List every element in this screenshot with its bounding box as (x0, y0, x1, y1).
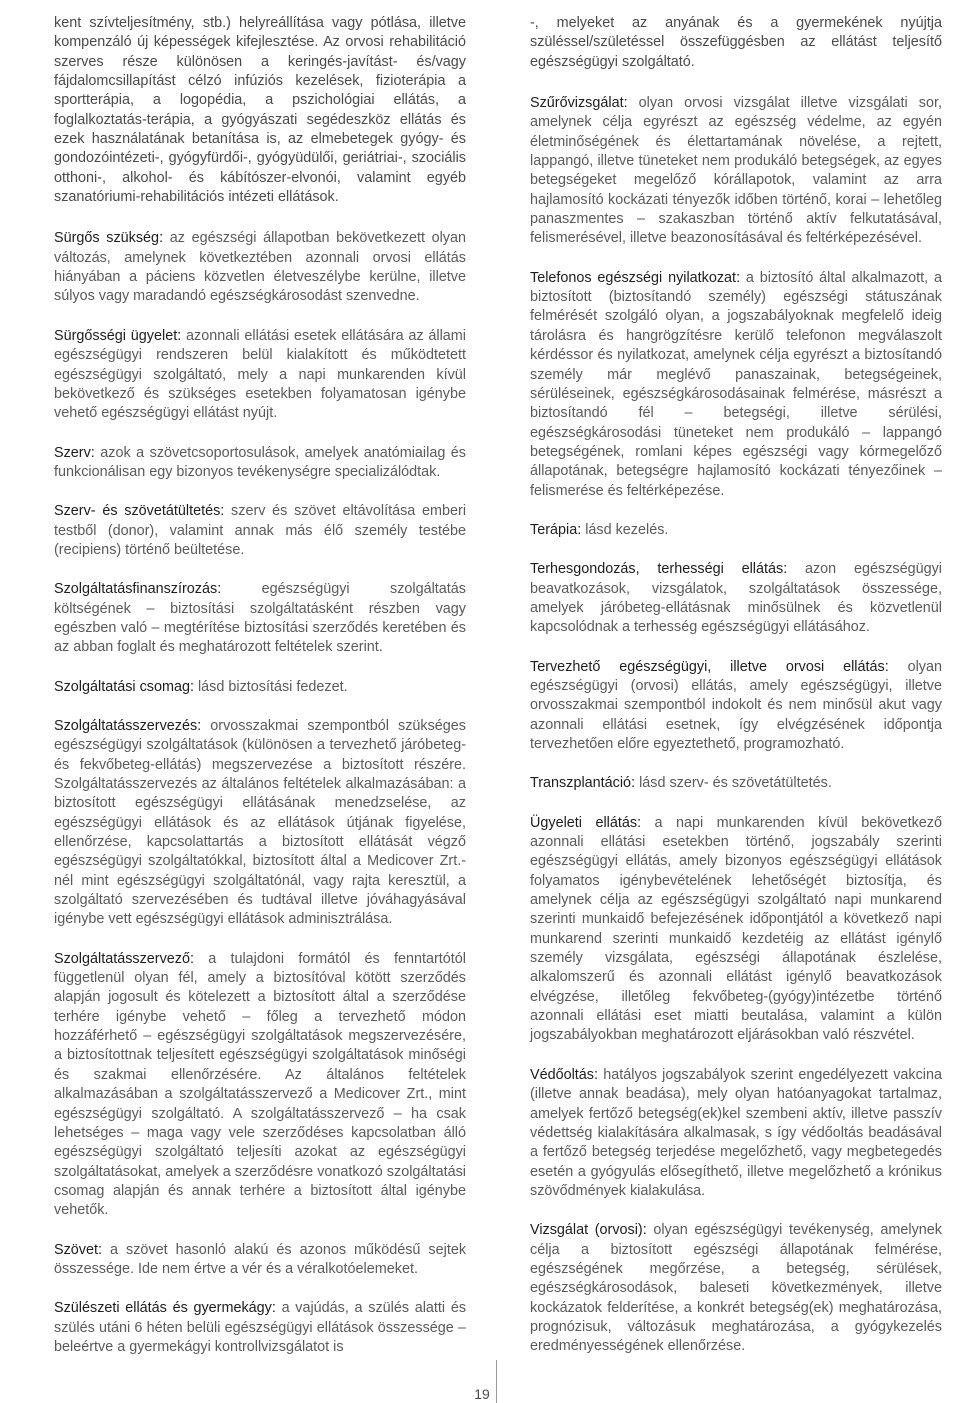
glossary-definition: azon egészségügyi beavatkozások, vizsgálatok, szolgáltatások összessége, amelyek járóbeteg-ellátásnak minősülnek és közvetlenül kapcsolódnak a terhesség egészségügyi ellátásához. (530, 561, 942, 636)
left-intro-paragraph: kent szívteljesítmény, stb.) helyreállítása vagy pótlása, illetve kompenzáló új képességek kifejlesztése. Az orvosi rehabilitáció szerves része különösen a keringés-javítást- és/vagy fájdalomcsillapítást célzó infúziós kezelések, fizioterápia a sportterápia, a logopédia, a pszichológiai ellátás, a foglalkoztatás-terápia, a gyógyászati segédeszköz ellátás és ezek használatának betanítása is, az elmebetegek gyógy- és gondozóintézeti-, gyógyfürdői-, gyógyüdülői, geriátriai-, szociális otthoni-, alkohol- és kábítószer-elvonói, valamint egyéb szanatóriumi-rehabilitációs intézeti ellátások. (54, 15, 466, 206)
glossary-definition: olyan orvosi vizsgálat illetve vizsgálati sor, amelynek célja egyrészt az egészség védelme, az egyén életminőségének és élettartamának növelése, a rejtett, lappangó, illetve tüneteket nem produkáló betegségek, az egyes betegségeket megelőző kórállapotok, valamint az arra hajlamosító kockázati tényezők időben történő, korai – lehetőleg panaszmentes – szakaszban történő aktív felkutatásával, felismerésével, illetve beazonosításával és feltérképezésével. (530, 95, 942, 247)
glossary-definition: szerv és szövet eltávolítása emberi testből (donor), valamint annak más élő személy testébe (recipiens) történő beültetése. (54, 503, 467, 558)
glossary-term: Szerv- és szövetátültetés : (54, 503, 224, 519)
right-intro-paragraph: -, melyeket az anyának és a gyermekének nyújtja szüléssel/születéssel összefüggésben az ellátást teljesítő egészségügyi szolgáltató. (530, 15, 942, 70)
glossary-entry (54, 717, 466, 930)
glossary-term: Szolgáltatásszervező : (54, 951, 194, 967)
left-column (54, 14, 466, 1377)
glossary-entry (530, 1066, 942, 1201)
glossary-entry (530, 560, 942, 637)
glossary-definition: hatályos jogszabályok szerint engedélyezett vakcina (illetve annak beadása), mely olyan hatóanyagokat tartalmaz, amelyek fertőző betegség(ek)kel szembeni aktív, illetve passzív védettség kialakítására alkalmasak, s így védőoltás beadásával a fertőző betegség terjedése megelőzhető, vagy megbetegedés esetén a gyógyulás elősegíthető, illetve megelőzhető a krónikus szövődmények kialakulása. (530, 1066, 942, 1199)
page-divider (496, 1360, 497, 1403)
glossary-term: Szolgáltatásszervezés : (54, 718, 201, 734)
glossary-entry (530, 774, 942, 793)
glossary-entry (54, 950, 466, 1221)
glossary-term: Szűrővizsgálat : (530, 95, 628, 111)
glossary-entry (54, 502, 466, 560)
glossary-term: Ügyeleti ellátás : (530, 815, 641, 831)
glossary-term: Védőoltás : (530, 1067, 598, 1083)
glossary-entry (530, 814, 942, 1046)
right-column (530, 14, 942, 1377)
glossary-entry (54, 1241, 466, 1280)
glossary-definition: a biztosító által alkalmazott, a biztosított (biztosítandó személy) egészségi státuszának felmérését szolgáló olyan, a jogszabályoknak megfelelő ideig tárolásra és hangrögzítésre kerülő telefonon megválaszolt kérdéssor és nyilatkozat, amelynek célja egyrészt a biztosítandó személy már meglévő panaszainak, betegségeinek, sérüléseinek, egészségkárosodásainak felmérése, másrészt a biztosítandó fél – betegségi, illetve sérülési, egészségkárosodási tüneteket nem produkáló – lappangó betegségének, romlani képes egészségi vagy kórmegelőző állapotának, betegségre hajlamosító kockázati tényezőinek – felismerése és feltérképezése. (530, 269, 943, 499)
glossary-term: Szerv : (54, 445, 95, 461)
glossary-term: Szolgáltatási csomag : (54, 679, 194, 695)
glossary-entry (54, 1299, 466, 1357)
glossary-term: Szövet : (54, 1242, 102, 1258)
glossary-entry (54, 327, 466, 424)
glossary-definition: olyan egészségügyi (orvosi) ellátás, amely egészségügyi, illetve orvosszakmai szempontból indokolt és nem minősül akut vagy azonnali ellátási esetnek, így elvégzésének időpontja tervezhetően előre egyeztethető, programozható. (530, 658, 942, 752)
glossary-term: Sürgős szükség : (54, 230, 163, 246)
glossary-definition: a szövet hasonló alakú és azonos működésű sejtek összessége. Ide nem értve a vér és a véralkotóelemeket. (54, 1241, 467, 1277)
glossary-term: Terápia : (530, 522, 581, 538)
glossary-definition: az egészségi állapotban bekövetkezett olyan változás, amelynek következtében azonnali orvosi ellátás hiányában a páciens közvetlen életveszélybe kerülne, illetve súlyos vagy maradandó egészségkárosodást szenvedne. (54, 230, 467, 305)
glossary-definition: lásd biztosítási fedezet. (197, 678, 348, 695)
glossary-term: Sürgősségi ügyelet : (54, 328, 181, 344)
glossary-term: Terhesgondozás, terhességi ellátás : (530, 561, 787, 577)
glossary-definition: lásd kezelés. (585, 521, 669, 538)
glossary-definition: egészségügyi szolgáltatás költségének – biztosítási szolgáltatásként részben vagy egészben való – megtérítése biztosítási szerződés keretében és az abban foglalt és meghatározott feltételek szerint. (54, 581, 466, 656)
glossary-entry (530, 94, 942, 249)
glossary-entry (530, 1221, 942, 1356)
glossary-definition: orvosszakmai szempontból szükséges egészségügyi szolgáltatások (különösen a tervezhető járóbeteg- és fekvőbeteg-ellátás) megszervezése a biztosított részére. Szolgáltatásszervezés az általános feltételek alkalmazásában: a biztosított egészségügyi ellátásának menedzselése, az egészségügyi ellátások és az ellátások útjának figyelése, ellenőrzése, kapcsolattartás a biztosított ellátását végző egészségügyi szolgáltatókkal, biztosított által a Medicover Zrt.-nél mint egészségügyi szolgáltatónál, vagy rajta keresztül, a szolgáltató szervezésében és tudtával illetve jóváhagyásával igénybe vett egészségügyi ellátások adminisztrálása. (54, 717, 466, 928)
glossary-term: Tervezhető egészségügyi, illetve orvosi ellátás : (530, 659, 889, 675)
left-glossary-list (54, 229, 466, 1357)
glossary-entry (530, 269, 942, 501)
glossary-entry (54, 229, 466, 306)
glossary-term: Telefonos egészségi nyilatkozat : (530, 270, 740, 286)
glossary-definition: a napi munkarenden kívül bekövetkező azonnali ellátási esetekben történő, jogszabály szerinti egészségügyi ellátás, amely bizonyos egészségügyi ellátások folyamatos igénybevételének lehetőségét biztosítja, és amelynek célja az egészségügyi szolgáltató napi munkarend szerinti munkaidő befejezésének időpontjától a következő napi munkarend szerinti munkaidő kezdetéig az ellátást igénylő személy vizsgálata, egészségi állapotának észlelése, alkalomszerű és azonnali ellátást igénylő beavatkozások elvégzése, illetőleg fekvőbeteg-(gyógy)intézetbe történő azonnali ellátási eset miatti beutalása, valamint a külön jogszabályokban meghatározott eljárásokban való részvétel. (530, 814, 942, 1044)
glossary-term: Szolgáltatásfinanszírozás : (54, 581, 221, 597)
glossary-entry (54, 580, 466, 657)
glossary-definition: a tulajdoni formától és fenntartótól függetlenül olyan fél, amely a biztosítóval kötött szerződés alapján jogosult és kötelezett a biztosított által a szerződése terhére igénybe vehető – főleg a tervezhető módon hozzáférhető – egészségügyi szolgáltatások megszervezésére, a biztosítottnak teljesített egészségügyi szolgáltatások minőségi és szakmai ellenőrzésére. Az általános feltételek alkalmazásában a szolgáltatásszervező a Medicover Zrt., mint egészségügyi szolgáltató. A szolgáltatásszervező – ha csak lehetséges – maga vagy vele szerződéses kapcsolatban álló egészségügyi szolgáltató teljesíti azokat az egészségügyi szolgáltatásokat, amelyek a szerződésre vonatkozó szolgáltatási csomag alapján és annak terhére a biztosított által igénybe vehetők. (54, 950, 466, 1219)
glossary-term: Vizsgálat (orvosi) : (530, 1222, 647, 1238)
right-glossary-list (530, 94, 942, 1357)
glossary-term: Transzplantáció : (530, 775, 635, 791)
glossary-entry (530, 658, 942, 755)
glossary-definition: olyan egészségügyi tevékenység, amelynek célja a biztosított egészségi állapotának felmérése, egészségének megőrzése, a betegség, sérülések, egészségkárosodások, baleseti következmények, illetve kockázatok felderítése, a konkrét betegség(ek) meghatározása, prognózisuk, változásuk meghatározása, a gyógykezelés eredményességének ellenőrzése. (530, 1222, 943, 1355)
glossary-entry (54, 444, 466, 483)
glossary-definition: azonnali ellátási esetek ellátására az állami egészségügyi rendszeren belül kialakított és működtetett egészségügyi szolgáltató, mely a napi munkarenden kívül bekövetkező és szükséges esetekben folyamatosan igénybe vehető egészségügyi ellátást nyújt. (54, 327, 466, 422)
page-number: 19 (474, 1386, 490, 1402)
glossary-definition: azok a szövetcsoportosulások, amelyek anatómiailag és funkcionálisan egy bizonyos tevékenységre specializálódtak. (54, 444, 467, 480)
glossary-term: Szülészeti ellátás és gyermekágy : (54, 1300, 276, 1316)
glossary-entry (530, 521, 942, 540)
glossary-definition: lásd szerv- és szövetátültetés. (639, 775, 832, 792)
glossary-definition: a vajúdás, a szülés alatti és szülés utáni 6 héten belüli egészségügyi ellátások összessége – beleértve a gyermekágyi kontrollvizsgálatot is (54, 1300, 467, 1355)
glossary-entry (54, 678, 466, 697)
